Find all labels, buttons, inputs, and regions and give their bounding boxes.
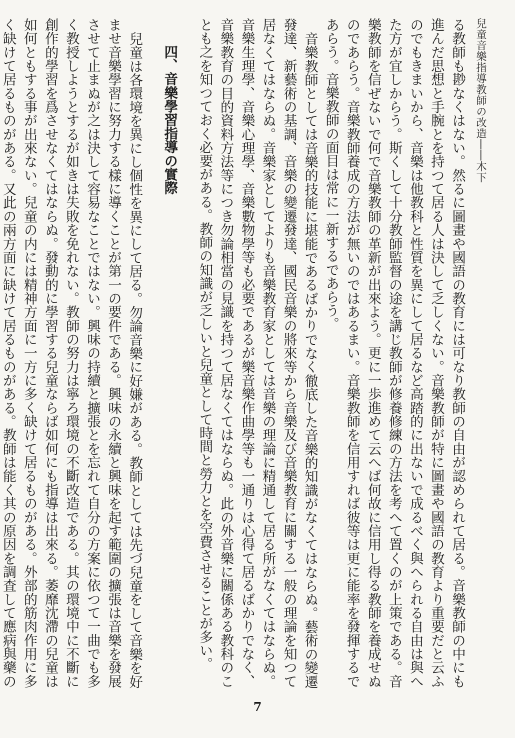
paragraph: 音樂教師としては音樂的技能に堪能であるばかりでなく徹底した音樂的知識がなくてはならぬ。藝術の變遷發達、新藝術の基調、音樂の變遷發達、國民音樂の將來等から音樂及び音樂教育に關する一般の理論を知つて居なくてはならぬ。音樂家としてよりも音樂教育家としては音樂の理論に精通して居る所がなくてはならぬ。音樂生理學、音樂心理學、音樂數物學等も必要であるが樂音樂作曲學等も一通りは心得て居るばかりでなく、音樂教育の目的資料方法等につき勿論相當の見識を持つて居なくてはならぬ。此の外音樂に關係ある教科のことも之を知つておく必要がある。教師の知識が乏しいと兒童として時間と勞力とを空費させることが多い。 <box>196 18 318 688</box>
paragraph-continued: る教師も尠なくはない。然るに圖畫や國語の教育には可なり教師の自由が認められて居る。音樂教師の中にも進んだ思想と手腕とを持つて居る人は決して乏しくない。音樂教師が特に圖畫や國語の教育より重要だと云ふのでもきまいから、音樂は他教科と性質を異にして居るなど高踏的に出ないで成るべく與へられる自由は與へた方が宜しからう。斯くして十分教師監督の途を講じ教師が修養修練の方法を考へて置くのが上策である。音樂教師を信ぜないで何で音樂教師の革新が出來よう。更に一歩進めて云へば何故に信用し得る教師を養成せぬのであらう。音樂教師養成の方法が無いのではあるまい。音樂教師を信用すれば彼等は更に能率を發揮するであらう。音樂教師の面目は常に一新するであらう。 <box>322 18 465 688</box>
body-text <box>0 18 467 688</box>
running-header: 兒童音樂指導教師の改造――木下 <box>475 18 487 183</box>
paragraph: 兒童は各環境を異にし個性を異にして居る。勿論音樂に好嫌がある。教師としては先づ兒童をして音樂を好ませ音樂學習に努力する樣に導くことが第一の要件である。興味の永續と興味を起す範圍の擴張は音樂を發展させて止まぬが之は決して容易なことではない。興味の持續と擴張とを忘れて自分の方案に依つて一曲でも多く教授しようとするが如きは失敗を免れない。教師の努力は寧ろ環境の不斷改造である。其の環境中に不斷に創作的學習を爲させなくてはならぬ。發動的に學習する兒童ならば如何にも指導は出來る。萎靡沈滯の兒童は如何ともする事が出來ない。兒童の内には精神方面に一方に多く缺けて居るものがある。外部的筋肉作用に多く缺けて居るものがある。又此の兩方面に缺けて居るものがある。教師は能く其の原因を調査して應病與藥の <box>0 18 143 688</box>
section-heading: 四、音樂學習指導の實際 <box>161 45 178 195</box>
page-number: 7 <box>253 700 262 714</box>
